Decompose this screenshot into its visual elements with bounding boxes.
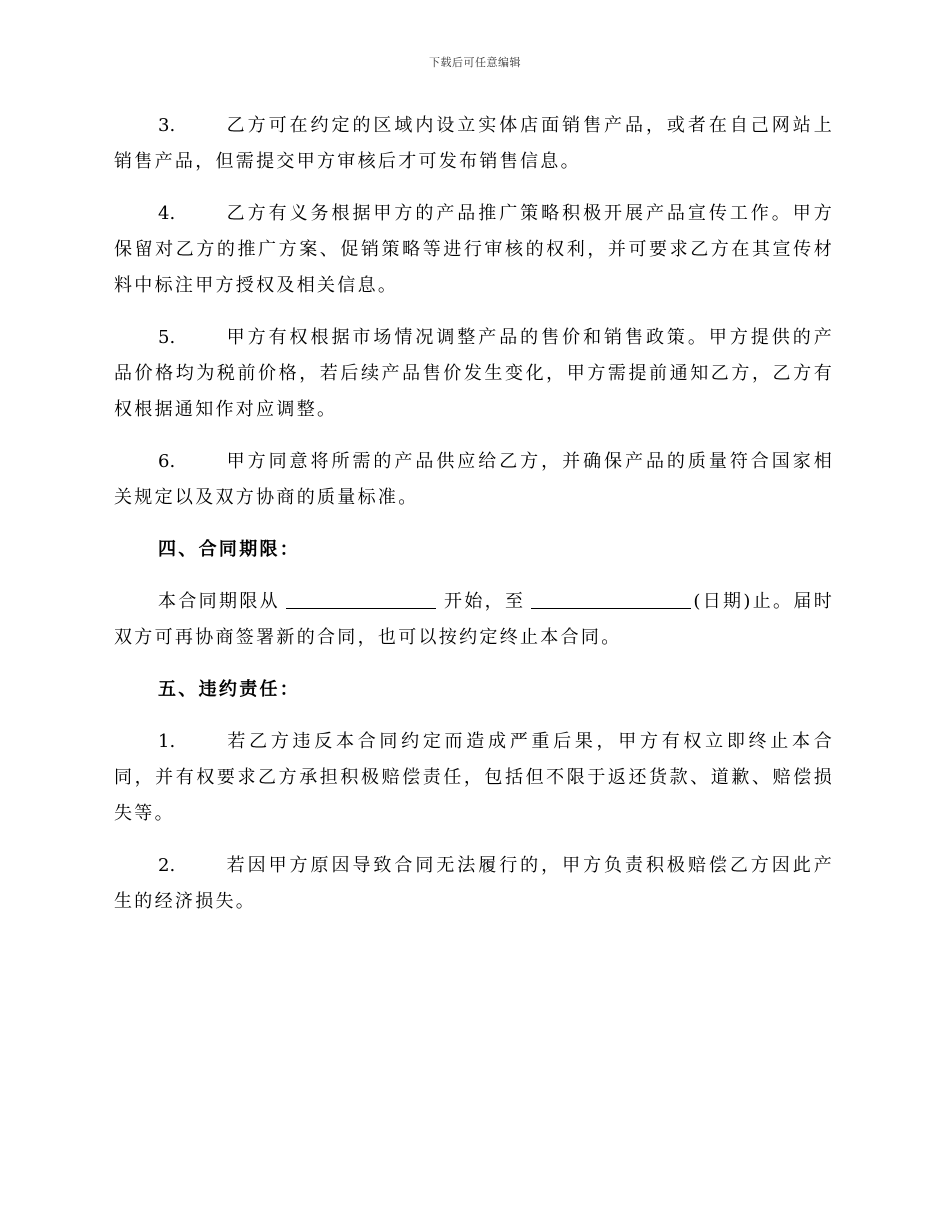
clause-text: 甲方有权根据市场情况调整产品的售价和销售政策。甲方提供的产品价格均为税前价格，若后续产品售价发生变化，甲方需提前通知乙方，乙方有权根据通知作对应调整。 xyxy=(114,327,834,420)
end-date-blank[interactable] xyxy=(531,586,691,609)
clause-text: 乙方可在约定的区域内设立实体店面销售产品，或者在自己网站上销售产品，但需提交甲方审核后才可发布销售信息。 xyxy=(114,115,834,172)
clause-number: 2. xyxy=(158,855,176,876)
clause-3 xyxy=(114,108,834,180)
section-4-term-paragraph xyxy=(114,584,834,656)
clause-number: 5. xyxy=(158,327,176,348)
clause-number: 3. xyxy=(158,115,176,136)
liability-clause-1 xyxy=(114,724,834,832)
clause-text: 若乙方违反本合同约定而造成严重后果，甲方有权立即终止本合同，并有权要求乙方承担积极赔偿责任，包括但不限于返还货款、道歉、赔偿损失等。 xyxy=(114,731,834,824)
clause-text: 若因甲方原因导致合同无法履行的，甲方负责积极赔偿乙方因此产生的经济损失。 xyxy=(114,855,834,912)
clause-number: 6. xyxy=(158,451,176,472)
clause-6 xyxy=(114,444,834,516)
term-text-before: 本合同期限从 xyxy=(158,591,280,612)
term-text-after: (日期)止。届时双方可再协商签署新的合同，也可以按约定终止本合同。 xyxy=(114,591,834,648)
document-body xyxy=(114,108,834,936)
page-header-note: 下载后可任意编辑 xyxy=(429,56,521,69)
section-5-title: 五、违约责任： xyxy=(158,679,301,700)
clause-number: 4. xyxy=(158,203,176,224)
clause-text: 甲方同意将所需的产品供应给乙方，并确保产品的质量符合国家相关规定以及双方协商的质量标准。 xyxy=(114,451,834,508)
term-text-middle: 开始，至 xyxy=(443,591,526,612)
start-date-blank[interactable] xyxy=(286,586,436,609)
clause-4 xyxy=(114,196,834,304)
clause-number: 1. xyxy=(158,731,176,752)
clause-text: 乙方有义务根据甲方的产品推广策略积极开展产品宣传工作。甲方保留对乙方的推广方案、促销策略等进行审核的权利，并可要求乙方在其宣传材料中标注甲方授权及相关信息。 xyxy=(114,203,834,296)
clause-5 xyxy=(114,320,834,428)
section-4-title: 四、合同期限： xyxy=(158,539,301,560)
liability-clause-2 xyxy=(114,848,834,920)
